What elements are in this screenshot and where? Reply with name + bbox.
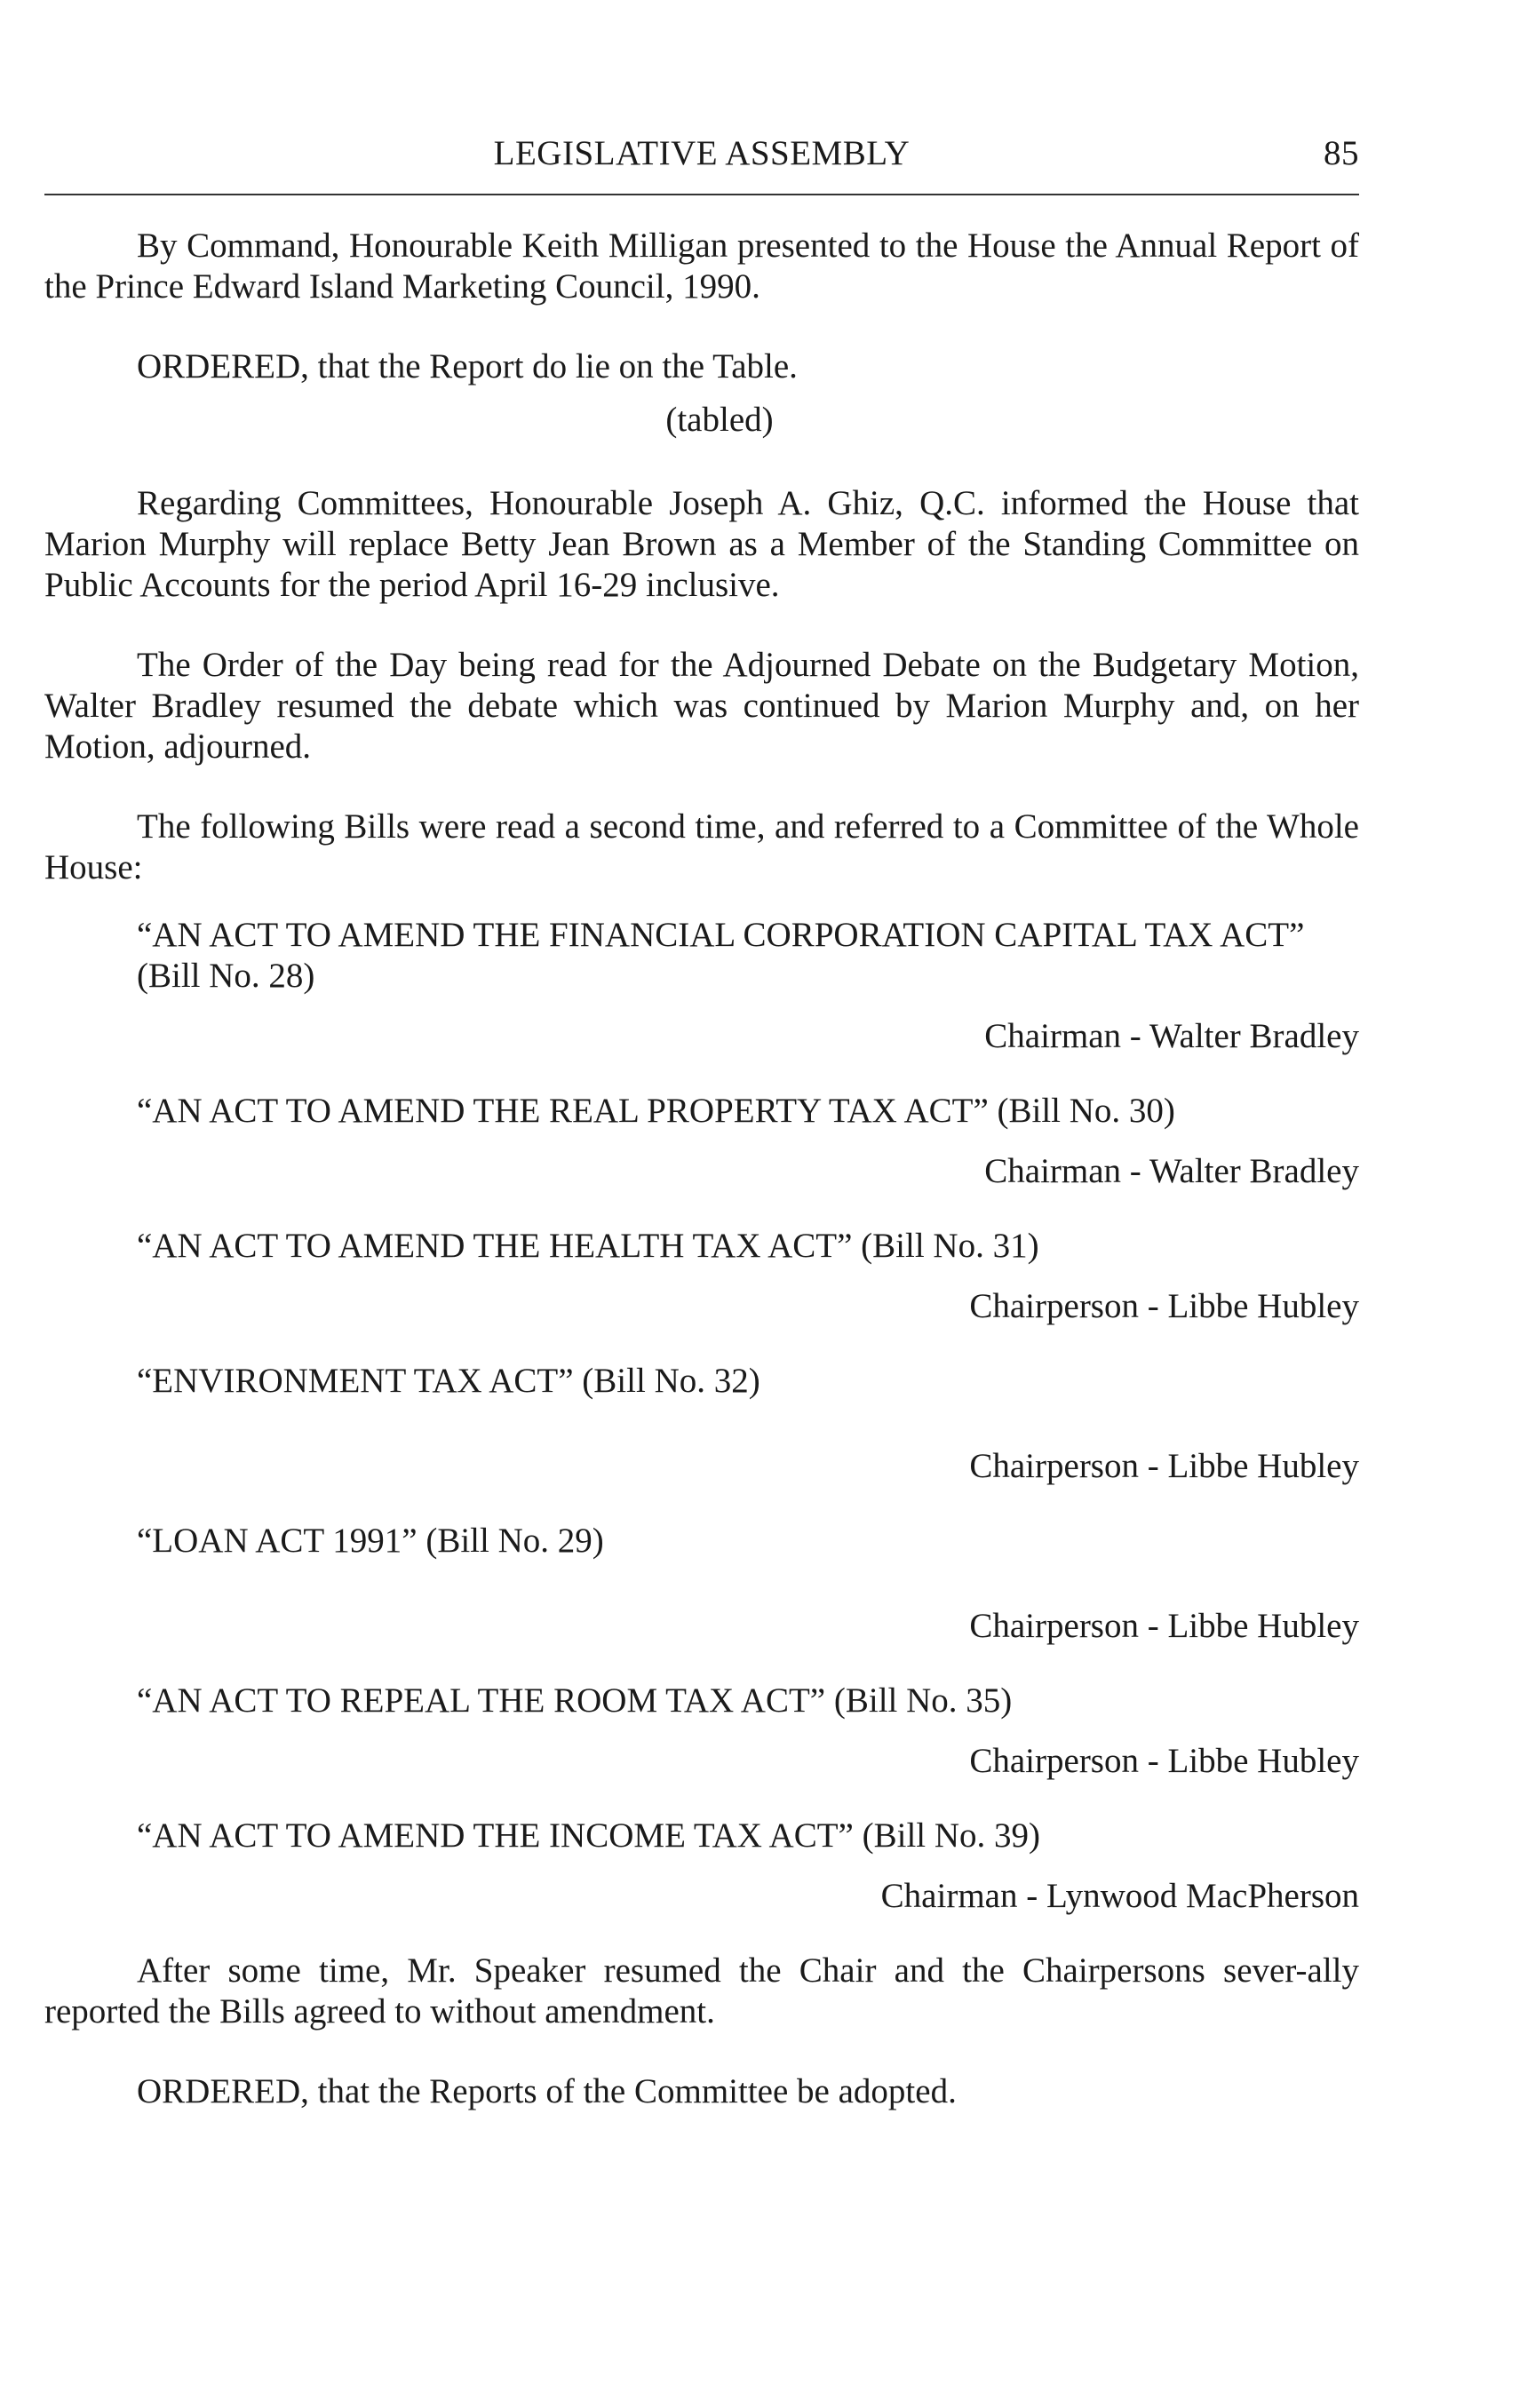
bill-title: “ENVIRONMENT TAX ACT” (Bill No. 32) (137, 1362, 760, 1400)
bill-title: “AN ACT TO AMEND THE INCOME TAX ACT” (Bill No. 39) (137, 1816, 1041, 1855)
page-header (44, 133, 1359, 187)
bill-chair: Chairperson - Libbe Hubley (969, 1287, 1359, 1325)
paragraph-speaker-resumed: After some time, Mr. Speaker resumed the Chair and the Chairpersons sever-ally reported the Bills agreed to without amendment. (44, 1951, 1359, 2031)
paragraph-committees: Regarding Committees, Honourable Joseph A. Ghiz, Q.C. informed the House that Marion Murphy will replace Betty Jean Brown as a Member of the Standing Committee on Public Accounts for the period April 16-29 inclusive. (44, 484, 1359, 604)
paragraph-bills-intro: The following Bills were read a second time, and referred to a Committee of the Whole House: (44, 807, 1359, 886)
bill-chair: Chairman - Lynwood MacPherson (880, 1877, 1359, 1915)
bill-chair: Chairperson - Libbe Hubley (969, 1742, 1359, 1780)
bill-title: “LOAN ACT 1991” (Bill No. 29) (137, 1522, 604, 1560)
header-title: LEGISLATIVE ASSEMBLY (493, 134, 911, 172)
paragraph-annual-report: By Command, Honourable Keith Milligan presented to the House the Annual Report of the Prince Edward Island Marketing Council, 1990. (44, 226, 1359, 306)
page-number: 85 (1324, 134, 1359, 172)
tabled-note: (tabled) (665, 401, 774, 439)
document-page (44, 133, 1359, 2151)
paragraph-reports-adopted: ORDERED, that the Reports of the Committee be adopted. (137, 2072, 957, 2110)
bill-title: “AN ACT TO REPEAL THE ROOM TAX ACT” (Bill No. 35) (137, 1681, 1013, 1720)
bill-chair: Chairperson - Libbe Hubley (969, 1447, 1359, 1485)
bill-chair: Chairperson - Libbe Hubley (969, 1607, 1359, 1645)
bill-title: “AN ACT TO AMEND THE REAL PROPERTY TAX ACT” (Bill No. 30) (137, 1092, 1175, 1130)
header-rule (44, 194, 1359, 195)
bill-chair: Chairman - Walter Bradley (984, 1152, 1359, 1190)
paragraph-ordered-table: ORDERED, that the Report do lie on the Table. (137, 347, 798, 385)
bills-list (44, 915, 1359, 1917)
bill-title: “AN ACT TO AMEND THE FINANCIAL CORPORATION CAPITAL TAX ACT” (Bill No. 28) (137, 916, 1305, 995)
bill-title: “AN ACT TO AMEND THE HEALTH TAX ACT” (Bill No. 31) (137, 1227, 1039, 1265)
paragraph-order-of-day: The Order of the Day being read for the Adjourned Debate on the Budgetary Motion, Walter Bradley resumed the debate which was continued by Marion Murphy and, on her Motion, adjourned. (44, 646, 1359, 766)
bill-chair: Chairman - Walter Bradley (984, 1017, 1359, 1055)
